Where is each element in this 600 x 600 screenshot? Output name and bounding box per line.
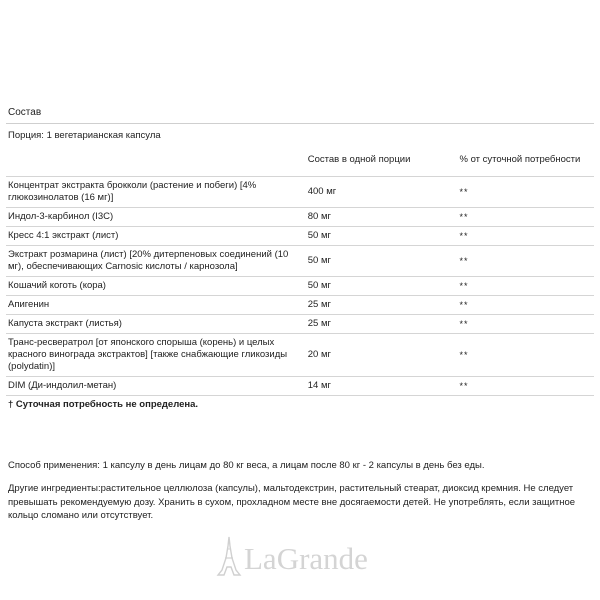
ingredient-daily-value: ** [457,296,594,315]
ingredient-row [6,227,594,246]
ingredient-row [6,277,594,296]
ingredient-daily-value: ** [457,246,594,277]
ingredient-name: DIM (Ди-индолил-метан) [6,377,306,396]
ingredient-amount: 14 мг [306,377,458,396]
ingredient-row [6,315,594,334]
ingredient-row [6,296,594,315]
usage-instructions: Способ применения: 1 капсулу в день лицам до 80 кг веса, а лицам после 80 кг - 2 капсулы в день без еды. [8,460,485,471]
ingredient-row [6,334,594,377]
ingredient-row [6,246,594,277]
ingredient-daily-value: ** [457,334,594,377]
ingredient-amount: 400 мг [306,177,458,208]
ingredient-name: Апигенин [6,296,306,315]
ingredient-amount: 25 мг [306,296,458,315]
ingredient-name: Кресс 4:1 экстракт (лист) [6,227,306,246]
ingredient-amount: 50 мг [306,277,458,296]
ingredient-name: Индол-3-карбинол (I3C) [6,208,306,227]
other-ingredients: Другие ингредиенты:растительное целлюлоза (капсулы), мальтодекстрин, растительный стеарат, диоксид кремния. Не следует превышать рекомендуемую дозу. Хранить в сухом, прохладном месте вне досягаемости детей. Не употреблять, если защитное кольцо сломано или отсутствует. [8,483,576,521]
ingredient-amount: 50 мг [306,246,458,277]
ingredient-daily-value: ** [457,208,594,227]
ingredient-name: Экстракт розмарина (лист) [20% дитерпеновых соединений (10 мг), обеспечивающих Carnosic кислоты / карнозола] [6,246,306,277]
lagrande-watermark [216,536,396,576]
table-body [6,177,594,396]
facts-table [6,143,594,414]
ingredient-amount: 25 мг [306,315,458,334]
ingredient-name: Кошачий коготь (кора) [6,277,306,296]
ingredient-daily-value: ** [457,377,594,396]
ingredient-row [6,208,594,227]
eiffel-tower-icon [216,536,242,576]
divider [6,123,594,124]
table-header-row [6,143,594,177]
footnote: † Суточная потребность не определена. [8,399,199,410]
ingredient-daily-value: ** [457,227,594,246]
ingredient-amount: 80 мг [306,208,458,227]
header-amount: Состав в одной порции [306,143,458,177]
ingredient-amount: 50 мг [306,227,458,246]
ingredient-name: Транс-ресвератрол [от японского спорыша (корень) и целых красного винограда экстрактов] [также снабжающие гликозиды (polydatin)] [6,334,306,377]
header-ingredient [6,143,306,177]
ingredient-amount: 20 мг [306,334,458,377]
ingredient-daily-value: ** [457,277,594,296]
serving-size: Порция: 1 вегетарианская капсула [8,130,161,141]
watermark-text: LaGrande [244,541,368,576]
ingredient-name: Концентрат экстракта брокколи (растение и побеги) [4% глюкозинолатов (16 мг)] [6,177,306,208]
ingredient-daily-value: ** [457,177,594,208]
section-title: Состав [8,107,42,118]
ingredient-name: Капуста экстракт (листья) [6,315,306,334]
ingredient-row [6,177,594,208]
footnote-row [6,396,594,415]
header-daily-value: % от суточной потребности [457,143,594,177]
ingredient-daily-value: ** [457,315,594,334]
ingredient-row [6,377,594,396]
